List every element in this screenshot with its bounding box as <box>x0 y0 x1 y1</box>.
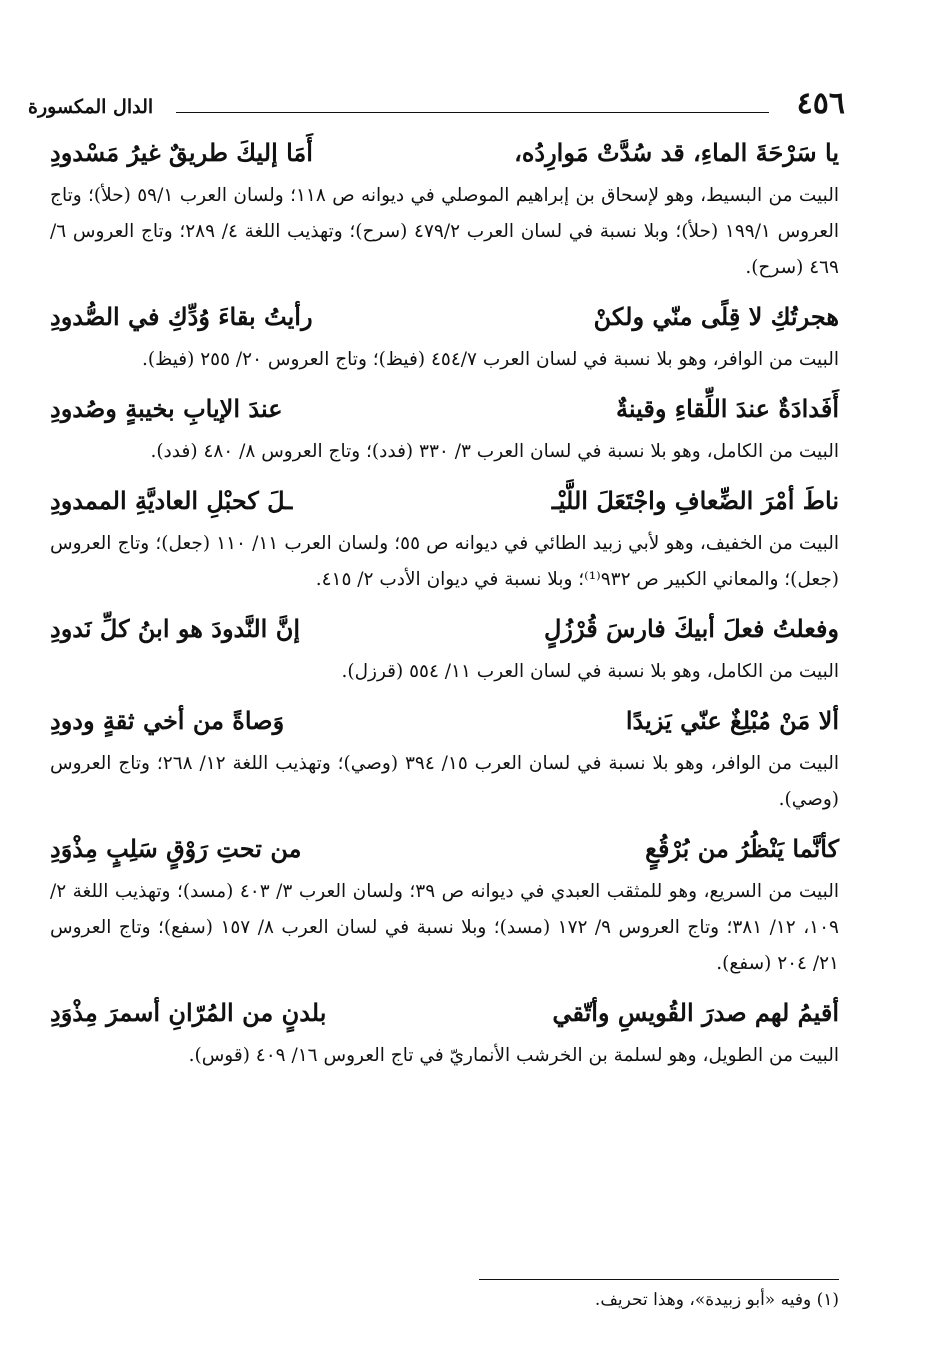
verse-line <box>50 388 839 430</box>
verse-line <box>50 700 839 742</box>
verse-commentary: البيت من الكامل، وهو بلا نسبة في لسان العرب ١١/ ٥٥٤ (قرزل). <box>341 661 839 682</box>
second-hemistich: من تحتِ رَوْقٍ سَلِبٍ مِذْوَدِ <box>50 834 302 863</box>
page-content <box>50 132 839 1084</box>
verse-line <box>50 480 839 522</box>
second-hemistich: بلدنٍ من المُرّانِ أسمرَ مِذْوَدِ <box>50 998 327 1027</box>
first-hemistich: وفعلتُ فعلَ أبيكَ فارسَ قُرْزُلٍ <box>543 614 839 643</box>
verse-commentary: البيت من الوافر، وهو بلا نسبة في لسان العرب ٤٥٤/٧ (فيظ)؛ وتاج العروس ٢٠/ ٢٥٥ (فيظ). <box>142 349 839 370</box>
first-hemistich: ألا مَنْ مُبْلِغٌ عنّي يَزيدًا <box>625 706 839 735</box>
verse-entry <box>50 388 839 470</box>
verse-commentary: البيت من الخفيف، وهو لأبي زبيد الطائي في ديوانه ص ٥٥؛ ولسان العرب ١١/ ١١٠ (جعل)؛ وتاج العروس (جعل)؛ والمعاني الكبير ص ٩٣٢⁽¹⁾؛ وبلا نسبة في ديوان الأدب ٢/ ٤١٥. <box>50 533 839 590</box>
verse-entry <box>50 992 839 1074</box>
verse-entry <box>50 480 839 598</box>
second-hemistich: عندَ الإيابِ بخيبةٍ وصُدودِ <box>50 394 283 423</box>
first-hemistich: هجرتُكِ لا قِلًى منّي ولكنْ <box>593 302 839 331</box>
verse-commentary: البيت من الوافر، وهو بلا نسبة في لسان العرب ١٥/ ٣٩٤ (وصي)؛ وتهذيب اللغة ١٢/ ٢٦٨؛ وتاج العروس (وصي). <box>50 753 839 810</box>
second-hemistich: ـلَ كحبْلِ العاديَّةِ الممدودِ <box>50 486 293 515</box>
verse-commentary: البيت من البسيط، وهو لإسحاق بن إبراهيم الموصلي في ديوانه ص ١١٨؛ ولسان العرب ٥٩/١ (حلأ)؛ وتاج العروس ١٩٩/١ (حلأ)؛ وبلا نسبة في لسان العرب ٤٧٩/٢ (سرح)؛ وتهذيب اللغة ٤/ ٢٨٩؛ وتاج العروس ٦/ ٤٦٩ (سرح). <box>50 185 840 278</box>
second-hemistich: أَمَا إليكَ طريقٌ غيرُ مَسْدودِ <box>50 138 313 167</box>
running-title: الدال المكسورة <box>28 96 154 118</box>
verse-commentary: البيت من الكامل، وهو بلا نسبة في لسان العرب ٣/ ٣٣٠ (فدد)؛ وتاج العروس ٨/ ٤٨٠ (فدد). <box>150 441 839 462</box>
footnote: (١) وفيه «أبو زبيدة»، وهذا تحريف. <box>594 1290 839 1310</box>
second-hemistich: إنَّ النَّدودَ هو ابنُ كلِّ نَدودِ <box>50 614 300 643</box>
verse-commentary: البيت من السريع، وهو للمثقب العبدي في ديوانه ص ٣٩؛ ولسان العرب ٣/ ٤٠٣ (مسد)؛ وتهذيب اللغة ٢/ ١٠٩، ١٢/ ٣٨١؛ وتاج العروس ٩/ ١٧٢ (مسد)؛ وبلا نسبة في لسان العرب ٨/ ١٥٧ (سفع)؛ وتاج العروس ٢١/ ٢٠٤ (سفع). <box>50 881 839 974</box>
verse-entry <box>50 700 839 818</box>
verse-commentary: البيت من الطويل، وهو لسلمة بن الخرشب الأنماريّ في تاج العروس ١٦/ ٤٠٩ (قوس). <box>188 1045 839 1066</box>
verse-line <box>50 992 839 1034</box>
first-hemistich: كأنَّما يَنْظُرُ من بُرْقُعٍ <box>645 834 839 863</box>
page-header <box>28 86 845 126</box>
first-hemistich: أقيمُ لهم صدرَ القُويسِ وأتّقي <box>552 998 839 1027</box>
page-number: ٤٥٦ <box>796 86 845 121</box>
verse-entry <box>50 132 839 286</box>
first-hemistich: ناطَ أمْرَ الضِّعافِ واجْتَعَلَ اللَّيْـ <box>551 486 839 515</box>
verse-line <box>50 608 839 650</box>
verse-entry <box>50 296 839 378</box>
verse-line <box>50 828 839 870</box>
second-hemistich: وَصاةً من أخي ثقةٍ ودودِ <box>50 706 285 735</box>
first-hemistich: يا سَرْحَةَ الماءِ، قد سُدَّتْ مَوارِدُه، <box>514 138 839 167</box>
header-rule <box>176 112 769 113</box>
verse-line <box>50 132 839 174</box>
verse-line <box>50 296 839 338</box>
footnote-rule <box>479 1279 839 1280</box>
second-hemistich: رأيتُ بقاءَ وُدِّكِ في الصُّدودِ <box>50 302 313 331</box>
verse-entry <box>50 828 839 982</box>
first-hemistich: أَفَدادَةٌ عندَ اللِّقاءِ وقينةٌ <box>616 394 839 423</box>
verse-entry <box>50 608 839 690</box>
